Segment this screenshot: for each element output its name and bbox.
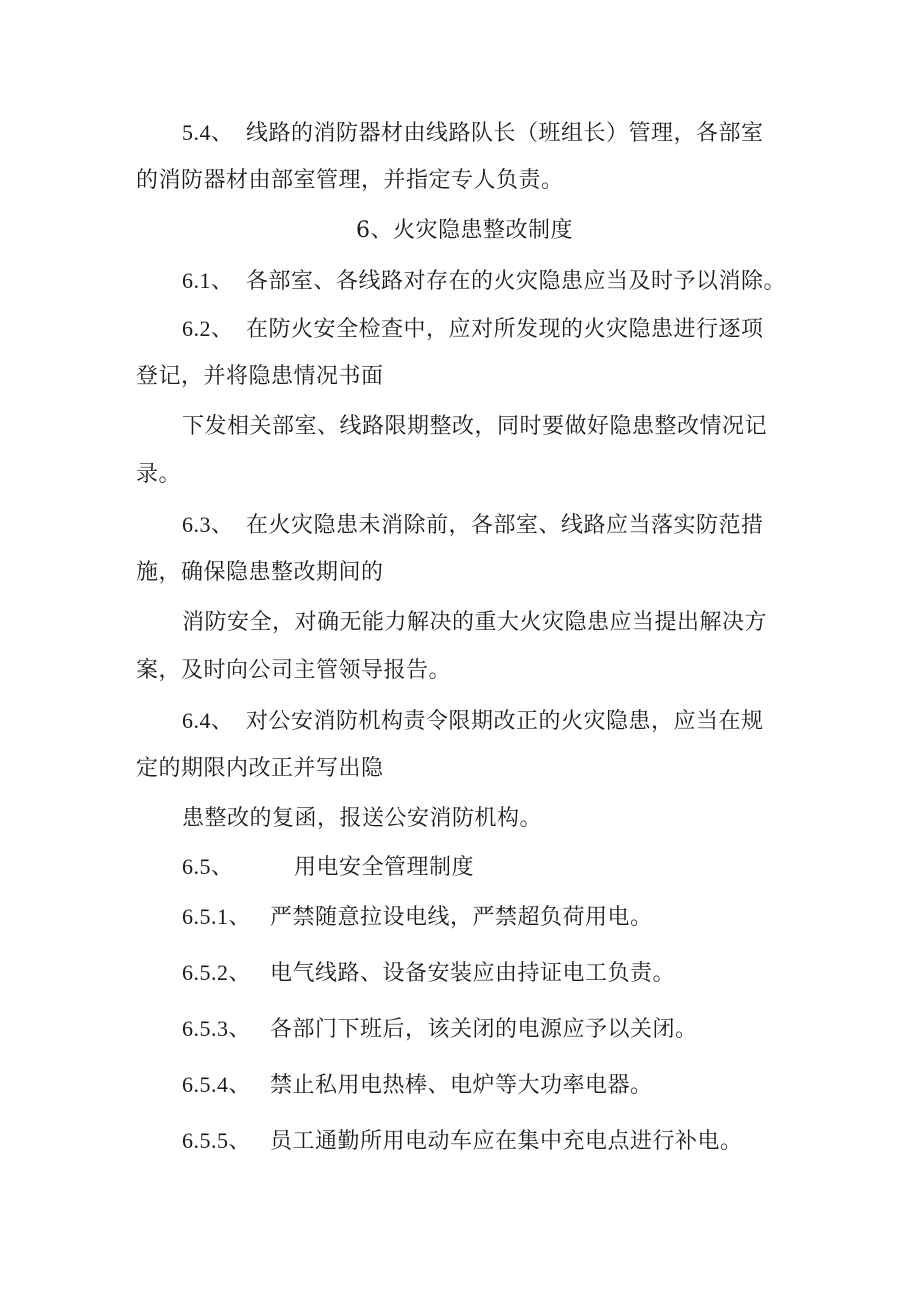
paragraph-line: 患整改的复函，报送公安消防机构。 [182, 806, 543, 831]
paragraph-line: 登记，并将隐患情况书面 [136, 364, 384, 389]
clause-number: 6.5.3、 [182, 1016, 252, 1041]
clause-number: 6.4、 [182, 708, 234, 733]
clause-text: 在火灾隐患未消除前，各部室、线路应当落实防范措 [246, 513, 764, 538]
clause-5-4 [182, 118, 764, 149]
clause-number: 5.4、 [182, 120, 234, 145]
clause-6-5-5 [182, 1126, 743, 1157]
clause-text: 在防火安全检查中，应对所发现的火灾隐患进行逐项 [246, 317, 764, 342]
clause-text: 电气线路、设备安装应由持证电工负责。 [270, 961, 676, 986]
clause-6-5-3 [182, 1014, 698, 1045]
clause-text: 员工通勤所用电动车应在集中充电点进行补电。 [270, 1129, 743, 1154]
clause-number: 6.5.1、 [182, 904, 252, 929]
paragraph-line: 下发相关部室、线路限期整改，同时要做好隐患整改情况记 [182, 414, 768, 439]
paragraph-line: 消防安全，对确无能力解决的重大火灾隐患应当提出解决方 [182, 610, 768, 635]
clause-number: 6.5.4、 [182, 1072, 252, 1097]
clause-text: 各部门下班后，该关闭的电源应予以关闭。 [270, 1017, 698, 1042]
clause-6-4 [182, 706, 764, 737]
paragraph-line: 案，及时向公司主管领导报告。 [136, 658, 452, 683]
clause-number: 6.1、 [182, 268, 234, 293]
clause-number: 6.5.2、 [182, 960, 252, 985]
clause-text: 用电安全管理制度 [294, 855, 475, 880]
clause-6-5 [182, 852, 474, 883]
section-heading: 6、火灾隐患整改制度 [356, 218, 573, 243]
clause-6-5-2 [182, 958, 675, 989]
clause-6-2 [182, 314, 764, 345]
clause-number: 6.2、 [182, 316, 234, 341]
paragraph-line: 录。 [136, 462, 182, 487]
clause-number: 6.5.5、 [182, 1128, 252, 1153]
clause-text: 禁止私用电热棒、电炉等大功率电器。 [270, 1073, 653, 1098]
paragraph-line: 的消防器材由部室管理，并指定专人负责。 [136, 168, 564, 193]
clause-number: 6.3、 [182, 512, 234, 537]
clause-text: 对公安消防机构责令限期改正的火灾隐患，应当在规 [246, 709, 764, 734]
clause-text: 各部室、各线路对存在的火灾隐患应当及时予以消除。 [246, 269, 787, 294]
clause-text: 线路的消防器材由线路队长（班组长）管理，各部室 [246, 121, 764, 146]
clause-6-5-1 [182, 902, 653, 933]
clause-6-1 [182, 266, 786, 297]
clause-6-5-4 [182, 1070, 653, 1101]
paragraph-line: 定的期限内改正并写出隐 [136, 756, 384, 781]
clause-number: 6.5、 [182, 854, 234, 879]
clause-6-3 [182, 510, 764, 541]
paragraph-line: 施，确保隐患整改期间的 [136, 560, 384, 585]
clause-text: 严禁随意拉设电线，严禁超负荷用电。 [270, 905, 653, 930]
